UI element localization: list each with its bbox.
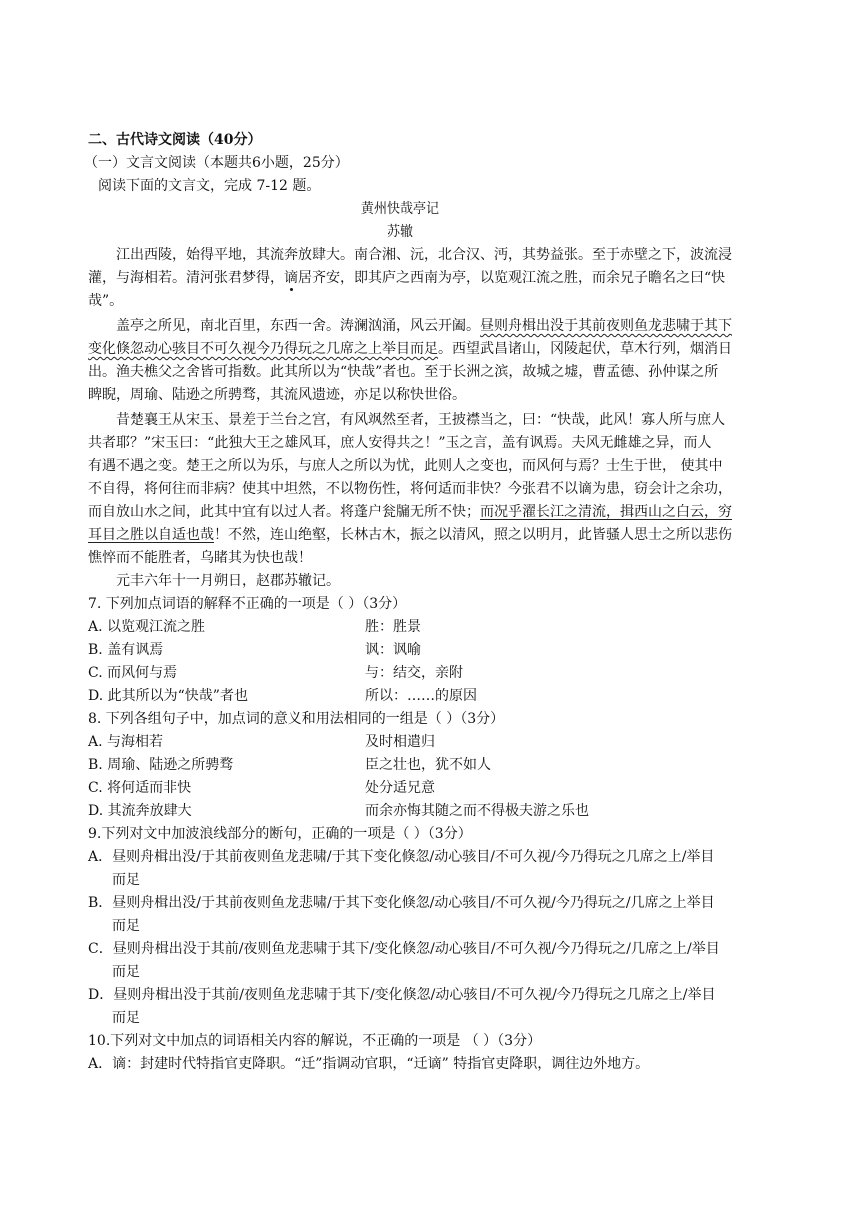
q7-stem: 7. 下列加点词语的解释不正确的一项是（ ）（3分） [88, 596, 407, 612]
q7-option-d-explain: 所以：……的原因 [365, 688, 477, 704]
q9-option-b-cont: 而足 [112, 918, 140, 934]
underlined-text: 耳目之胜以自适也哉 [88, 527, 214, 543]
q7-option-d: D. 此其所以为“快哉”者也 [88, 688, 248, 704]
text-span: 居齐安，即其庐之西南为亭，以览观江流之胜，而余兄子瞻名之曰“快 [298, 270, 726, 286]
underlined-text: 而况乎濯长江之清流，揖西山之白云，穷 [480, 504, 732, 520]
q9-option-c-cont: 而足 [112, 964, 140, 980]
p3-line-3: 有遇不遇之变。楚王之所以为乐，与庶人之所以为忧，此则人之变也，而风何与焉？士生于世， 使其中 [88, 458, 723, 474]
q9-option-d-cont: 而足 [112, 1010, 140, 1026]
q7-option-b-explain: 讽：讽喻 [365, 642, 421, 658]
q10-stem: 10.下列对文中加点的词语相关内容的解说，不正确的一项是 （ ）（3分） [88, 1033, 542, 1049]
p3-line-6 [88, 527, 732, 543]
q8-stem: 8. 下列各组句子中，加点词的意义和用法相同的一组是（ ）（3分） [88, 711, 505, 727]
p3-line-1: 昔楚襄王从宋玉、景差于兰台之宫，有风飒然至者，王披襟当之，曰：“快哉，此风！寡人所与庶人 [116, 412, 726, 428]
q9-stem: 9.下列对文中加波浪线部分的断句，正确的一项是（ ）（3分） [88, 826, 472, 842]
p3-line-2: 共者耶？”宋玉曰：“此独大王之雄风耳，庶人安得共之！”玉之言，盖有讽焉。夫风无雌雄之异，而人 [88, 435, 712, 451]
q8-option-a-pair: 及时相遣归 [365, 734, 435, 750]
text-span: 。西望武昌诸山，冈陵起伏，草木行列，烟消日 [438, 341, 732, 357]
q7-option-b: B. 盖有讽焉 [88, 642, 164, 658]
text-title: 黄州快哉亭记 [360, 201, 440, 217]
q7-option-c: C. 而风何与焉 [88, 665, 178, 681]
text-span: 与海相若。清河张君梦得， [116, 270, 284, 286]
q8-option-b: B. 周瑜、陆逊之所骋骛 [88, 757, 234, 773]
wavy-underlined-text: 昼则舟楫出没于其前夜则鱼龙悲啸于其下 [480, 318, 732, 334]
q7-option-a-explain: 胜：胜景 [365, 619, 421, 635]
q10-option-a: A．谪：封建时代特指官吏降职。“迁”指调动官职，“迁谪” 特指官吏降职，调往边外地方。 [88, 1056, 650, 1072]
q9-option-b: B．昼则舟楫出没/于其前夜则鱼龙悲啸/于其下变化倏忽/动心骇目/不可久视/今乃得玩之/几席之上举目 [88, 895, 715, 911]
q8-option-c: C. 将何适而非快 [88, 780, 192, 796]
q8-option-c-pair: 处分适兄意 [365, 780, 435, 796]
q8-option-d: D. 其流奔放肆大 [88, 803, 192, 819]
author: 苏辙 [386, 224, 414, 240]
p3-line-7: 憔悴而不能胜者，乌睹其为快也哉！ [88, 550, 312, 566]
p3-line-5 [88, 504, 732, 520]
q9-option-a-cont: 而足 [112, 872, 140, 888]
q7-option-a: A. 以览观江流之胜 [88, 619, 206, 635]
q8-option-b-pair: 臣之壮也，犹不如人 [365, 757, 491, 773]
text-span: 盖亭之所见，南北百里，东西一舍。涛澜汹涌，风云开阖。 [116, 318, 480, 334]
p2-line-3: 出。渔夫樵父之舍皆可指数。此其所以为“快哉”者也。至于长洲之滨，故城之墟，曹孟德、孙仲谋之所 [88, 364, 719, 380]
p2-line-1 [116, 318, 732, 334]
dotted-word: 谪 [284, 270, 298, 286]
q9-option-a: A．昼则舟楫出没/于其前夜则鱼龙悲啸/于其下变化倏忽/动心骇目/不可久视/今乃得玩之几席之上/举目 [88, 849, 715, 865]
p1-line-3: 哉”。 [88, 293, 124, 309]
p3-line-4: 不自得，将何往而非病？使其中坦然，不以物伤性，将何适而非快？今张君不以谪为患，窃会计之余功， [88, 481, 732, 497]
subsection-title: （一）文言文阅读（本题共6小题，25分） [84, 155, 349, 171]
text-span: 灌， [88, 270, 116, 286]
q7-option-c-explain: 与：结交，亲附 [365, 665, 463, 681]
text-span: 而自放山水之间，此其中宜有以过人者。将蓬户瓮牖无所不快； [88, 504, 480, 520]
text-span: ！不然，连山绝壑，长林古木，振之以清风，照之以明月，此皆骚人思士之所以悲伤 [214, 527, 732, 543]
section-title: 二、古代诗文阅读（40分） [88, 132, 262, 148]
p2-line-2 [88, 341, 732, 357]
q9-option-d: D．昼则舟楫出没于其前/夜则鱼龙悲啸于其下/变化倏忽/动心骇目/不可久视/今乃得玩之几席之上/举目 [88, 987, 716, 1003]
p1-line-1: 江出西陵，始得平地，其流奔放肆大。南合湘、沅，北合汉、沔，其势益张。至于赤壁之下，波流浸 [116, 247, 732, 263]
p2-line-4: 睥睨，周瑜、陆逊之所骋骛，其流风遗迹，亦足以称快世俗。 [88, 387, 466, 403]
q8-option-a: A. 与海相若 [88, 734, 164, 750]
wavy-underlined-text: 变化倏忽动心骇目不可久视今乃得玩之几席之上举目而足 [88, 341, 438, 357]
q8-option-d-pair: 而余亦悔其随之而不得极夫游之乐也 [365, 803, 589, 819]
instruction: 阅读下面的文言文，完成 7-12 题。 [98, 178, 321, 194]
q9-option-c: C．昼则舟楫出没于其前/夜则鱼龙悲啸于其下/变化倏忽/动心骇目/不可久视/今乃得玩之/几席之上/举目 [88, 941, 720, 957]
p4-dateline: 元丰六年十一月朔日，赵郡苏辙记。 [116, 573, 340, 589]
p1-line-2 [88, 270, 725, 286]
